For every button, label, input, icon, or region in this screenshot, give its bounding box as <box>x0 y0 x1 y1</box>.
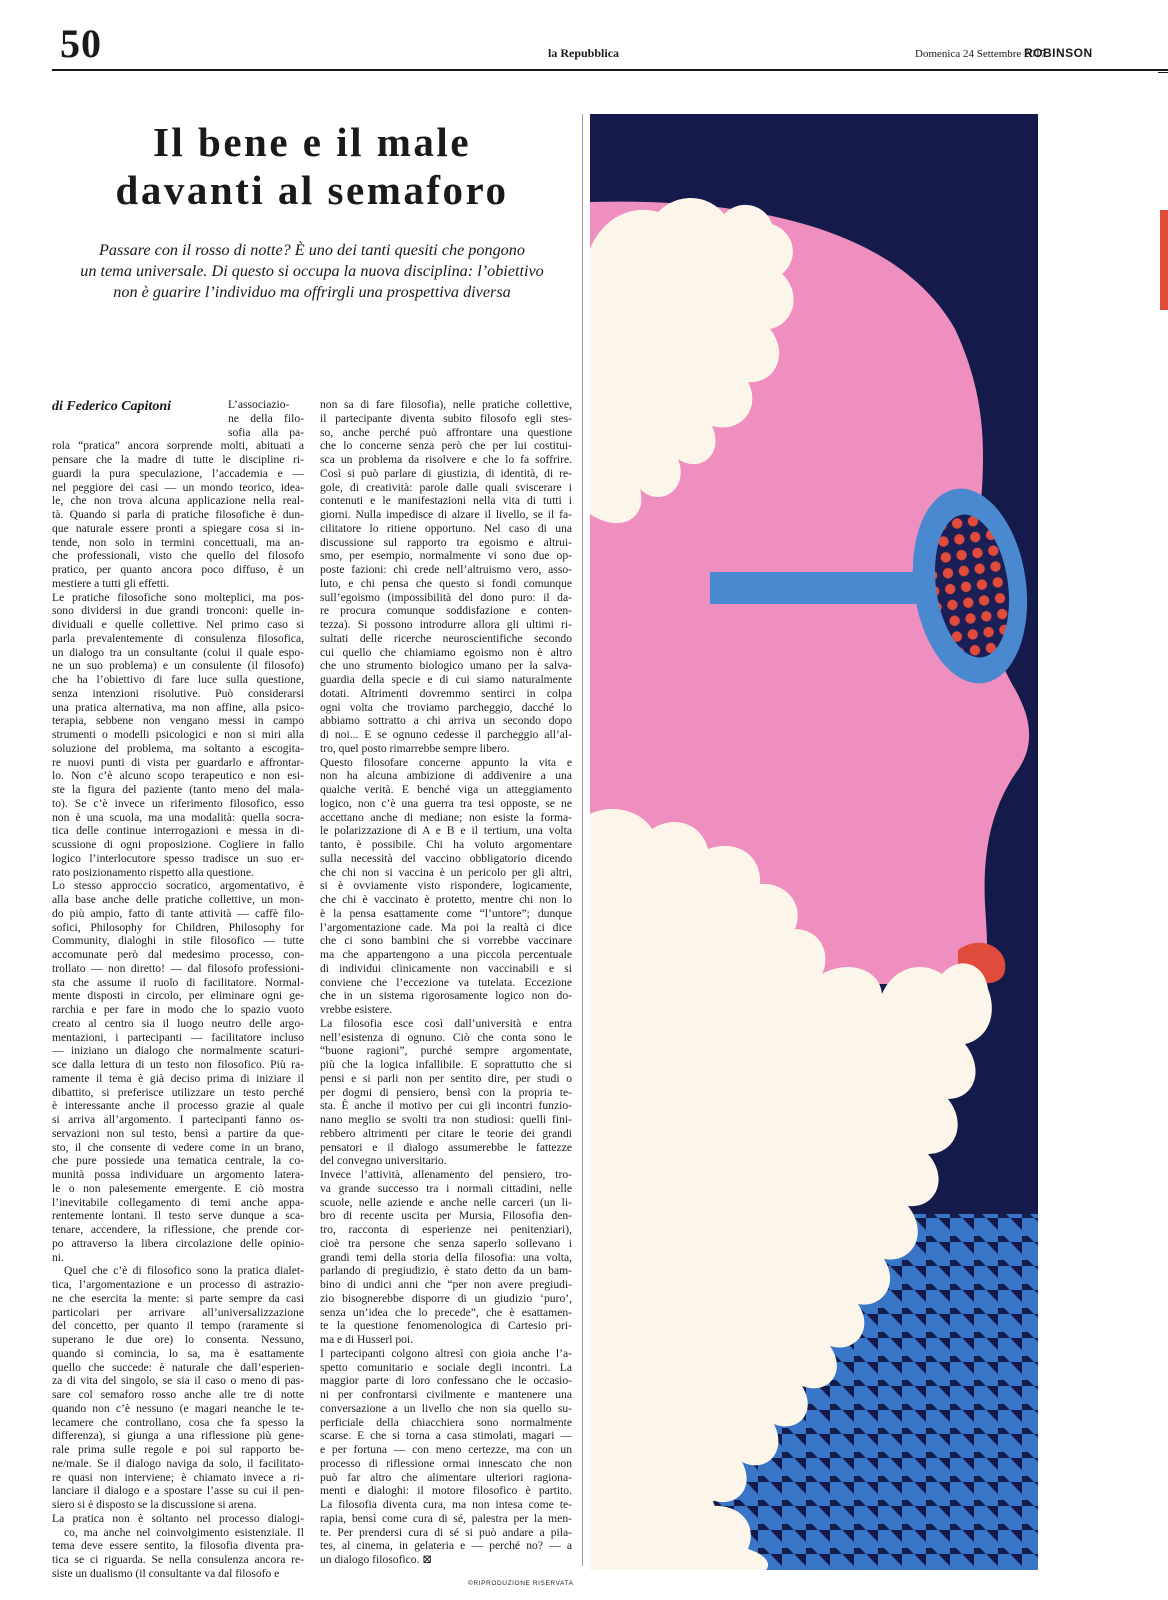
article-text-line: le polarizzazione di A e B e il tertium, una volta <box>320 824 572 838</box>
article-text-line: pensatori e il dialogo assumerebbe le fattezze <box>320 1140 572 1154</box>
article-text-line: tro, racconta di esperienze nei penitenziari), <box>320 1223 572 1236</box>
article-text-line: sta che assume il ruolo di facilitatore. Normal- <box>52 975 304 989</box>
article-text-line: re quasi non interviene; è chiamato invece a ri- <box>52 1470 304 1484</box>
article-text-line: che ci sono bambini che si vorrebbe vaccinare <box>320 934 572 948</box>
article-text-line: Community, dialoghi in stile filosofico — tutte <box>52 934 304 948</box>
article-text-line: nel peggiore dei casi — un mondo teorico, idea- <box>52 480 304 494</box>
article-text-line: vrebbe esistere. <box>320 1003 393 1016</box>
article-text-line: ogni volta che troviamo parcheggio, dacché lo <box>320 700 572 714</box>
newspaper-name: la Repubblica <box>548 46 620 60</box>
article-text-line: sto, il che consente di vedere come in un brano, <box>52 1140 304 1154</box>
section-name: ROBINSON <box>1024 46 1093 60</box>
article-text-line: di individui clinicamente non vaccinabili e si <box>320 961 572 975</box>
article-text-line: siero si è disposto se la discussione si arena. <box>52 1498 257 1511</box>
article-text-line: alla base anche delle pratiche collettive, un mon- <box>52 893 304 906</box>
article-text-line: rapia, bensì come cura di sé, palestra per la men- <box>320 1511 572 1525</box>
article-text-line: nano meglio se svolti tra non studiosi: quelli fini- <box>320 1113 572 1126</box>
article-column-middle <box>320 398 572 1567</box>
article-text-line: dividuali e quelle collettive. Nel primo caso si <box>52 618 304 631</box>
article-text-line: terapia, sebbene non vengano messi in campo <box>52 714 304 728</box>
article-text-line: gole, di creatività: parole dalle quali sviscerare i <box>320 480 572 494</box>
article-standfirst <box>52 240 572 303</box>
article-text-line: processo di riflessione ormai innescato che non <box>320 1456 572 1470</box>
article-text-line: e per fortuna — con meno certezze, ma con un <box>320 1443 572 1456</box>
article-text-line: pensi e si parli non per sentito dire, per studi o <box>320 1071 572 1085</box>
article-text-line: ne un suo problema) e un consulente (il filosofo) <box>52 659 304 673</box>
article-text-line: qualche verità. E benché viga un atteggiamento <box>320 783 572 796</box>
article-text-line: rola “pratica” ancora sorprende molti, abituati a <box>52 439 304 453</box>
article-text-line: le o non palesemente emergente. E ciò mostra <box>52 1181 304 1195</box>
article-text-line: cui quello che chiamiamo egoismo non è altro <box>320 645 572 659</box>
article-text-line: dibattito, si preferisce utilizzare un testo perché <box>52 1085 304 1099</box>
article-text-line: tezza). Si possono introdurre allora gli ultimi ri- <box>320 618 572 631</box>
article-text-line: conviene che l’eccezione va tutelata. Eccezione <box>320 975 572 989</box>
article-text-line: che ha l’obiettivo di fare luce sulla questione, <box>52 673 304 686</box>
article-text-line: Lo stesso approccio socratico, argomentativo, è <box>52 879 304 893</box>
article-text-line: quando non c’è nessuno (e magari neanche le te- <box>52 1401 304 1415</box>
article-text-line: tica se ci riguarda. Se nella consulenza ancora re- <box>52 1553 304 1566</box>
article-text-line: si è ovviamente visto rispondere, logicamente, <box>320 879 572 893</box>
edge-color-tab <box>1160 210 1168 310</box>
article-text-line: za di vita del singolo, se sia il caso o meno di pas- <box>52 1374 304 1388</box>
face-profile-illustration-icon <box>590 114 1038 1570</box>
article-text-line: mentazioni, i partecipanti — facilitatore incluso <box>52 1030 304 1044</box>
article-text-line: senza un’idea che lo precede”, che è esattamen- <box>320 1305 572 1319</box>
article-text-line: è interessante anche il processo grazie al quale <box>52 1099 304 1113</box>
article-text-line: scuole, nelle aziende e anche nelle carceri (un li- <box>320 1195 572 1209</box>
headline-line: davanti al semaforo <box>115 167 509 213</box>
article-text-line: non sa di fare filosofia), nelle pratiche collettive, <box>320 398 572 411</box>
article-text-line: maggior parte di loro confessano che le occasio- <box>320 1374 572 1388</box>
byline: di Federico Capitoni <box>52 399 171 414</box>
article-text-line: tro, quel posto rimarrebbe sempre libero. <box>320 741 510 755</box>
article-text-line: logico, non c’è una guerra tra tesi opposte, se ne <box>320 796 572 810</box>
article-text-line: di noi... E se ognuno cedesse il parcheggio all’al- <box>320 728 572 741</box>
article-text-line: che chi non si vaccina è un pericolo per gli altri, <box>320 865 572 879</box>
article-text-line: rebbero altrimenti per citare le teorie dei grandi <box>320 1126 572 1140</box>
article-text-line: va grande successo tra i normali cittadini, nelle <box>320 1181 572 1195</box>
article-text-line: ne/male. Se il dialogo naviga da solo, il facilitato- <box>52 1456 304 1470</box>
article-text-line: rale prima sulle regole e poi sul rapporto be- <box>52 1443 304 1456</box>
article-text-line: La filosofia esce così dall’università e entra <box>320 1016 572 1030</box>
header-rule <box>52 69 1168 71</box>
article-text-line: Questo filosofare concerne appunto la vita e <box>320 755 572 769</box>
article-text-line: abbiamo sottratto a chi arriva un secondo dopo <box>320 714 572 728</box>
standfirst-line: un tema universale. Di questo si occupa la nuova disciplina: l’obiettivo <box>80 262 544 280</box>
article-text-line: te la questione fenomenologica di Cartesio pri- <box>320 1319 572 1333</box>
article-text-line: sono dividersi in due grandi tronconi: quelle in- <box>52 604 304 618</box>
article-text-line: grandi temi della storia della filosofia: una volta, <box>320 1250 572 1264</box>
article-text-line: menti e dialoghi: il motore filosofico è partito. <box>320 1484 572 1498</box>
article-text-line: lanciare il dialogo e a spostare l’asse su cui il pen- <box>52 1484 304 1498</box>
article-text-line: ni. <box>52 1250 64 1264</box>
article-text-line: munità possa individuare un argomento latera- <box>52 1168 304 1181</box>
article-text-line: superano le due ore) lo consenta. Nessuno, <box>52 1333 304 1346</box>
article-text-line: cioè tra persone che senza saperlo sollevano i <box>320 1236 572 1250</box>
article-text-line: giorni. Nulla impedisce di alzare il livello, se il fa- <box>320 508 572 521</box>
article-text-line: accomunate però dal medesimo processo, con- <box>52 948 304 961</box>
article-text-line: luto, e chi pensa che questo si fondi comunque <box>320 576 572 590</box>
article-text-line: un dialogo tra un consultante (colui il quale espo- <box>52 645 304 659</box>
column-divider <box>582 114 583 1566</box>
article-text-line: ma che appartengono a una piccola percentuale <box>320 948 572 961</box>
article-text-line: può far altro che alimentare ulteriori ragiona- <box>320 1470 572 1484</box>
issue-date: Domenica 24 Settembre 2017 <box>915 48 1047 60</box>
article-text-line: una pratica alternativa, ma non affine, alla psico- <box>52 700 304 714</box>
article-text-line: che professionali, visto che quello del filosofo <box>52 549 304 563</box>
article-text-line: un dialogo filosofico. ⊠ <box>320 1553 433 1566</box>
article-text-line: scussione di ogni proposizione. Cogliere in fallo <box>52 838 304 851</box>
article-text-line: servazioni non sul testo, bensì a partire da que- <box>52 1126 304 1140</box>
article-text-line: sultati delle ricerche neuroscientifiche secondo <box>320 631 572 645</box>
article-text-line: sofia alla pa- <box>228 425 304 439</box>
article-text-line: poste fazioni: chi crede nell’altruismo vero, asso- <box>320 563 572 576</box>
article-text-line: ramente il tema è già deciso prima di iniziare il <box>52 1071 304 1085</box>
article-text-line: I partecipanti colgono altresì con gioia anche l’a- <box>320 1346 572 1360</box>
headline-line: Il bene e il male <box>152 119 472 165</box>
article-text-line: dotati. Altrimenti dovremmo sentirci in colpa <box>320 686 572 700</box>
article-text-line: parla prevalentemente di consulenza filosofica, <box>52 631 304 645</box>
article-text-line: guardi la pura speculazione, l’accademia e — <box>52 466 304 480</box>
article-text-line: rarchia e per fare in modo che lo spazio vuoto <box>52 1003 304 1016</box>
article-text-line: re nuovi punti di vista per guardarlo e affrontar- <box>52 755 304 769</box>
article-text-line: il partecipante diventa subito filosofo egli stes- <box>320 411 572 425</box>
article-text-line: Così si può parlare di giustizia, di identità, di re- <box>320 466 572 480</box>
article-text-line: sca un problema da risolvere e che lo fa soffrire. <box>320 453 572 466</box>
article-text-line: ma e di Husserl poi. <box>320 1333 414 1346</box>
article-text-line: sta. È anche il motivo per cui gli incontri funzio- <box>320 1099 572 1113</box>
article-text-line: Invece l’attività, allenamento del pensiero, tro- <box>320 1168 572 1181</box>
article-text-line: tes, al cinema, in gelateria e — perché no? — a <box>320 1539 572 1553</box>
article-text-line: spetto comunitario e sociale degli incontri. La <box>320 1360 572 1374</box>
article-text-line: tica, l’argomentazione e un processo di astrazio- <box>52 1278 304 1291</box>
article-text-line: mente disposti in circolo, per eliminare ogni ge- <box>52 989 304 1003</box>
article-text-line: sulla necessità del vaccino obbligatorio dicendo <box>320 851 572 865</box>
article-text-line: parlando di pregiudizio, è stato detto da un bam- <box>320 1264 572 1278</box>
article-text-line: particolari per arrivare all’universalizzazione <box>52 1305 304 1319</box>
article-text-line: più che la logica infallibile. E soprattutto che si <box>320 1058 572 1071</box>
article-text-line: rentemente lontani. Il testo serve dunque a sca- <box>52 1209 304 1223</box>
article-text-line: sce dalla lettura di un testo non filosofico. Più ra- <box>52 1058 304 1071</box>
article-text-line: lo. Non c’è alcuno scopo terapeutico e non esi- <box>52 769 304 783</box>
article-text-line: che lo concerne senza però che per lui costitui- <box>320 439 572 453</box>
article-text-line: re procura comunque soddisfazione e conten- <box>320 604 572 618</box>
article-text-line: senza intenzioni risolutive. Può considerarsi <box>52 686 304 700</box>
article-text-line: tema deve essere sentito, la filosofia diventa pra- <box>52 1539 304 1553</box>
article-text-line: so, anche perché può affrontare una questione <box>320 425 572 439</box>
article-text-line: siste un dualismo (il consultante va dal filosofo e <box>52 1566 280 1580</box>
article-text-line: lecamere che controllano, cosa che fa spesso la <box>52 1415 304 1429</box>
article-text-line: scarse. E che si torna a casa stimolati, magari — <box>320 1429 572 1443</box>
article-text-line: che pure possiede una tematica centrale, la co- <box>52 1154 304 1168</box>
article-text-line: perficiale della chiacchiera sono normalmente <box>320 1415 572 1429</box>
article-text-line: l’inevitabile collegamento di temi anche appa- <box>52 1195 304 1209</box>
article-text-line: accettano anche di mediane; non esiste la forma- <box>320 810 572 824</box>
standfirst-line: non è guarire l’individuo ma offrirgli una prospettiva diversa <box>113 283 511 301</box>
article-text-line: Quel che c’è di filosofico sono la pratica dialet- <box>64 1264 304 1278</box>
article-text-line: ne che esercita la mente: si parte sempre da casi <box>52 1291 304 1305</box>
article-text-line: che in un sistema rigorosamente logico non do- <box>320 989 572 1003</box>
article-text-line: non ha alcuna ambizione di addivenire a una <box>320 769 572 783</box>
article-text-line: L’associazio- <box>228 398 290 411</box>
article-text-line: logico l’interlocutore spesso tradisce un suo er- <box>52 851 304 865</box>
article-text-line: per dogmi di pensiero, bensì con la propria te- <box>320 1085 572 1099</box>
article-text-line: sofici, Philosophy for Children, Philosophy for <box>52 920 304 934</box>
article-text-line: quando si comincia, lo sa, ma è esattamente <box>52 1346 304 1360</box>
article-text-line: conversazione a un livello che non sia quello su- <box>320 1401 572 1415</box>
article-text-line: bino di undici anni che “per non avere pregiudi- <box>320 1278 572 1291</box>
article-text-line: Le pratiche filosofiche sono molteplici, ma pos- <box>52 590 304 604</box>
article-text-line: discussione sul rapporto tra egoismo e altrui- <box>320 535 572 549</box>
article-text-line: trollato — non diretto! — dal filosofo professioni- <box>52 961 304 975</box>
article-text-line: differenza), si giunga a una riflessione più gene- <box>52 1429 304 1443</box>
article-text-line: zio bisognerebbe disporre di un giudizio ‘puro’, <box>320 1291 572 1305</box>
article-text-line: smo, per esempio, normalmente vi sono due op- <box>320 549 572 563</box>
article-text-line: che chi è vaccinato è protetto, mentre chi non lo <box>320 893 572 906</box>
article-text-line: “buone ragioni”, purché sempre argomentate, <box>320 1044 572 1058</box>
article-text-line: sull’egoismo (impossibilità del dono puro: il da- <box>320 590 572 604</box>
article-text-line: pensare che la madre di tutte le discipline ri- <box>52 453 304 466</box>
article-text-line: rato posizionamento rispetto alla questione. <box>52 865 254 879</box>
article-text-line: cilitatore lo ritiene opportuno. Nel caso di una <box>320 521 572 535</box>
article-text-line: tica delle continue interrogazioni e messa in di- <box>52 824 304 838</box>
article-text-line: strumenti o modelli psicologici e non si miri alla <box>52 728 304 741</box>
header-rule-tick <box>1158 72 1168 73</box>
article-text-line: La pratica non è soltanto nel processo dialogi- <box>52 1511 304 1525</box>
article-text-line: pratico, per quanto ancora poco diffuso, è un <box>52 563 304 576</box>
article-text-line: te. Per prendersi cura di sé si può andare a pila- <box>320 1525 572 1539</box>
article-text-line: — iniziano un dialogo che normalmente scaturi- <box>52 1044 304 1058</box>
article-text-line: tanto, è possibile. Chi ha voluto argomentare <box>320 838 572 851</box>
article-text-line: mestiere a tutti gli effetti. <box>52 576 170 590</box>
page-number: 50 <box>60 21 102 66</box>
article-text-line: le, che non trova alcuna applicazione nella real- <box>52 494 304 508</box>
article-text-line: ste la figura del paziente (tanto meno del mala- <box>52 783 304 796</box>
article-text-line: tà. Quando si parla di pratiche filosofiche è dun- <box>52 508 304 521</box>
article-headline <box>52 118 572 214</box>
article-text-line: del convegno universitario. <box>320 1154 447 1168</box>
article-text-line: che uno strumento biologico umano per la salva- <box>320 659 572 673</box>
article-text-line: creato al centro sia il luogo neutro delle argo- <box>52 1016 304 1030</box>
article-text-line: è la pensa esattamente come “l’untore”; dunque <box>320 906 572 920</box>
article-text-line: tende, non solo in termini concettuali, ma an- <box>52 535 304 549</box>
article-text-line: do più ampio, fatto di tante attività — caffè filo- <box>52 906 304 920</box>
article-text-line: l’argomentazione cade. Ma poi la realtà ci dice <box>320 920 572 934</box>
article-text-line: contenuti e le manifestazioni nella vita di tutti i <box>320 494 572 508</box>
article-text-line: ne della filo- <box>228 411 304 425</box>
article-text-line: soluzione del problema, ma soltanto a escogita- <box>52 741 304 755</box>
article-column-left <box>52 398 304 1581</box>
article-text-line: que naturale essere pronti a spiegare cosa si in- <box>52 521 304 535</box>
article-text-line: La filosofia diventa cura, ma non intesa come te- <box>320 1498 572 1511</box>
article-text-line: co, ma anche nel coinvolgimento esistenziale. Il <box>64 1525 304 1539</box>
article-text-line: ni per confrontarsi civilmente e mantenere una <box>320 1388 572 1401</box>
article-text-line: non è una scuola, ma una modalità: quella socra- <box>52 810 304 824</box>
article-text-line: quello che succede: è naturale che dall’esperien- <box>52 1360 304 1374</box>
standfirst-line: Passare con il rosso di notte? È uno dei tanti quesiti che pongono <box>99 241 525 259</box>
article-text-line: guardia della specie e di cui siamo naturalmente <box>320 673 572 686</box>
article-text-line: bro di recente uscita per Mursia, Filosofia den- <box>320 1209 572 1223</box>
article-text-line: to). Se c’è invece un riferimento filosofico, esso <box>52 796 304 810</box>
article-text-line: si arriva all’argomento. I partecipanti fanno os- <box>52 1113 304 1126</box>
article-text-line: del concetto, per quanto il tempo (raramente si <box>52 1319 304 1333</box>
article-text-line: po attraverso la libera circolazione delle opinio- <box>52 1236 304 1250</box>
article-text-line: tenare, accendere, la riflessione, che prende cor- <box>52 1223 304 1236</box>
article-text-line: nell’esistenza di ognuno. Ciò che conta sono le <box>320 1030 572 1044</box>
copyright-notice: ©RIPRODUZIONE RISERVATA <box>468 1580 574 1587</box>
article-text-line: sare col semaforo rosso anche alle tre di notte <box>52 1388 304 1401</box>
